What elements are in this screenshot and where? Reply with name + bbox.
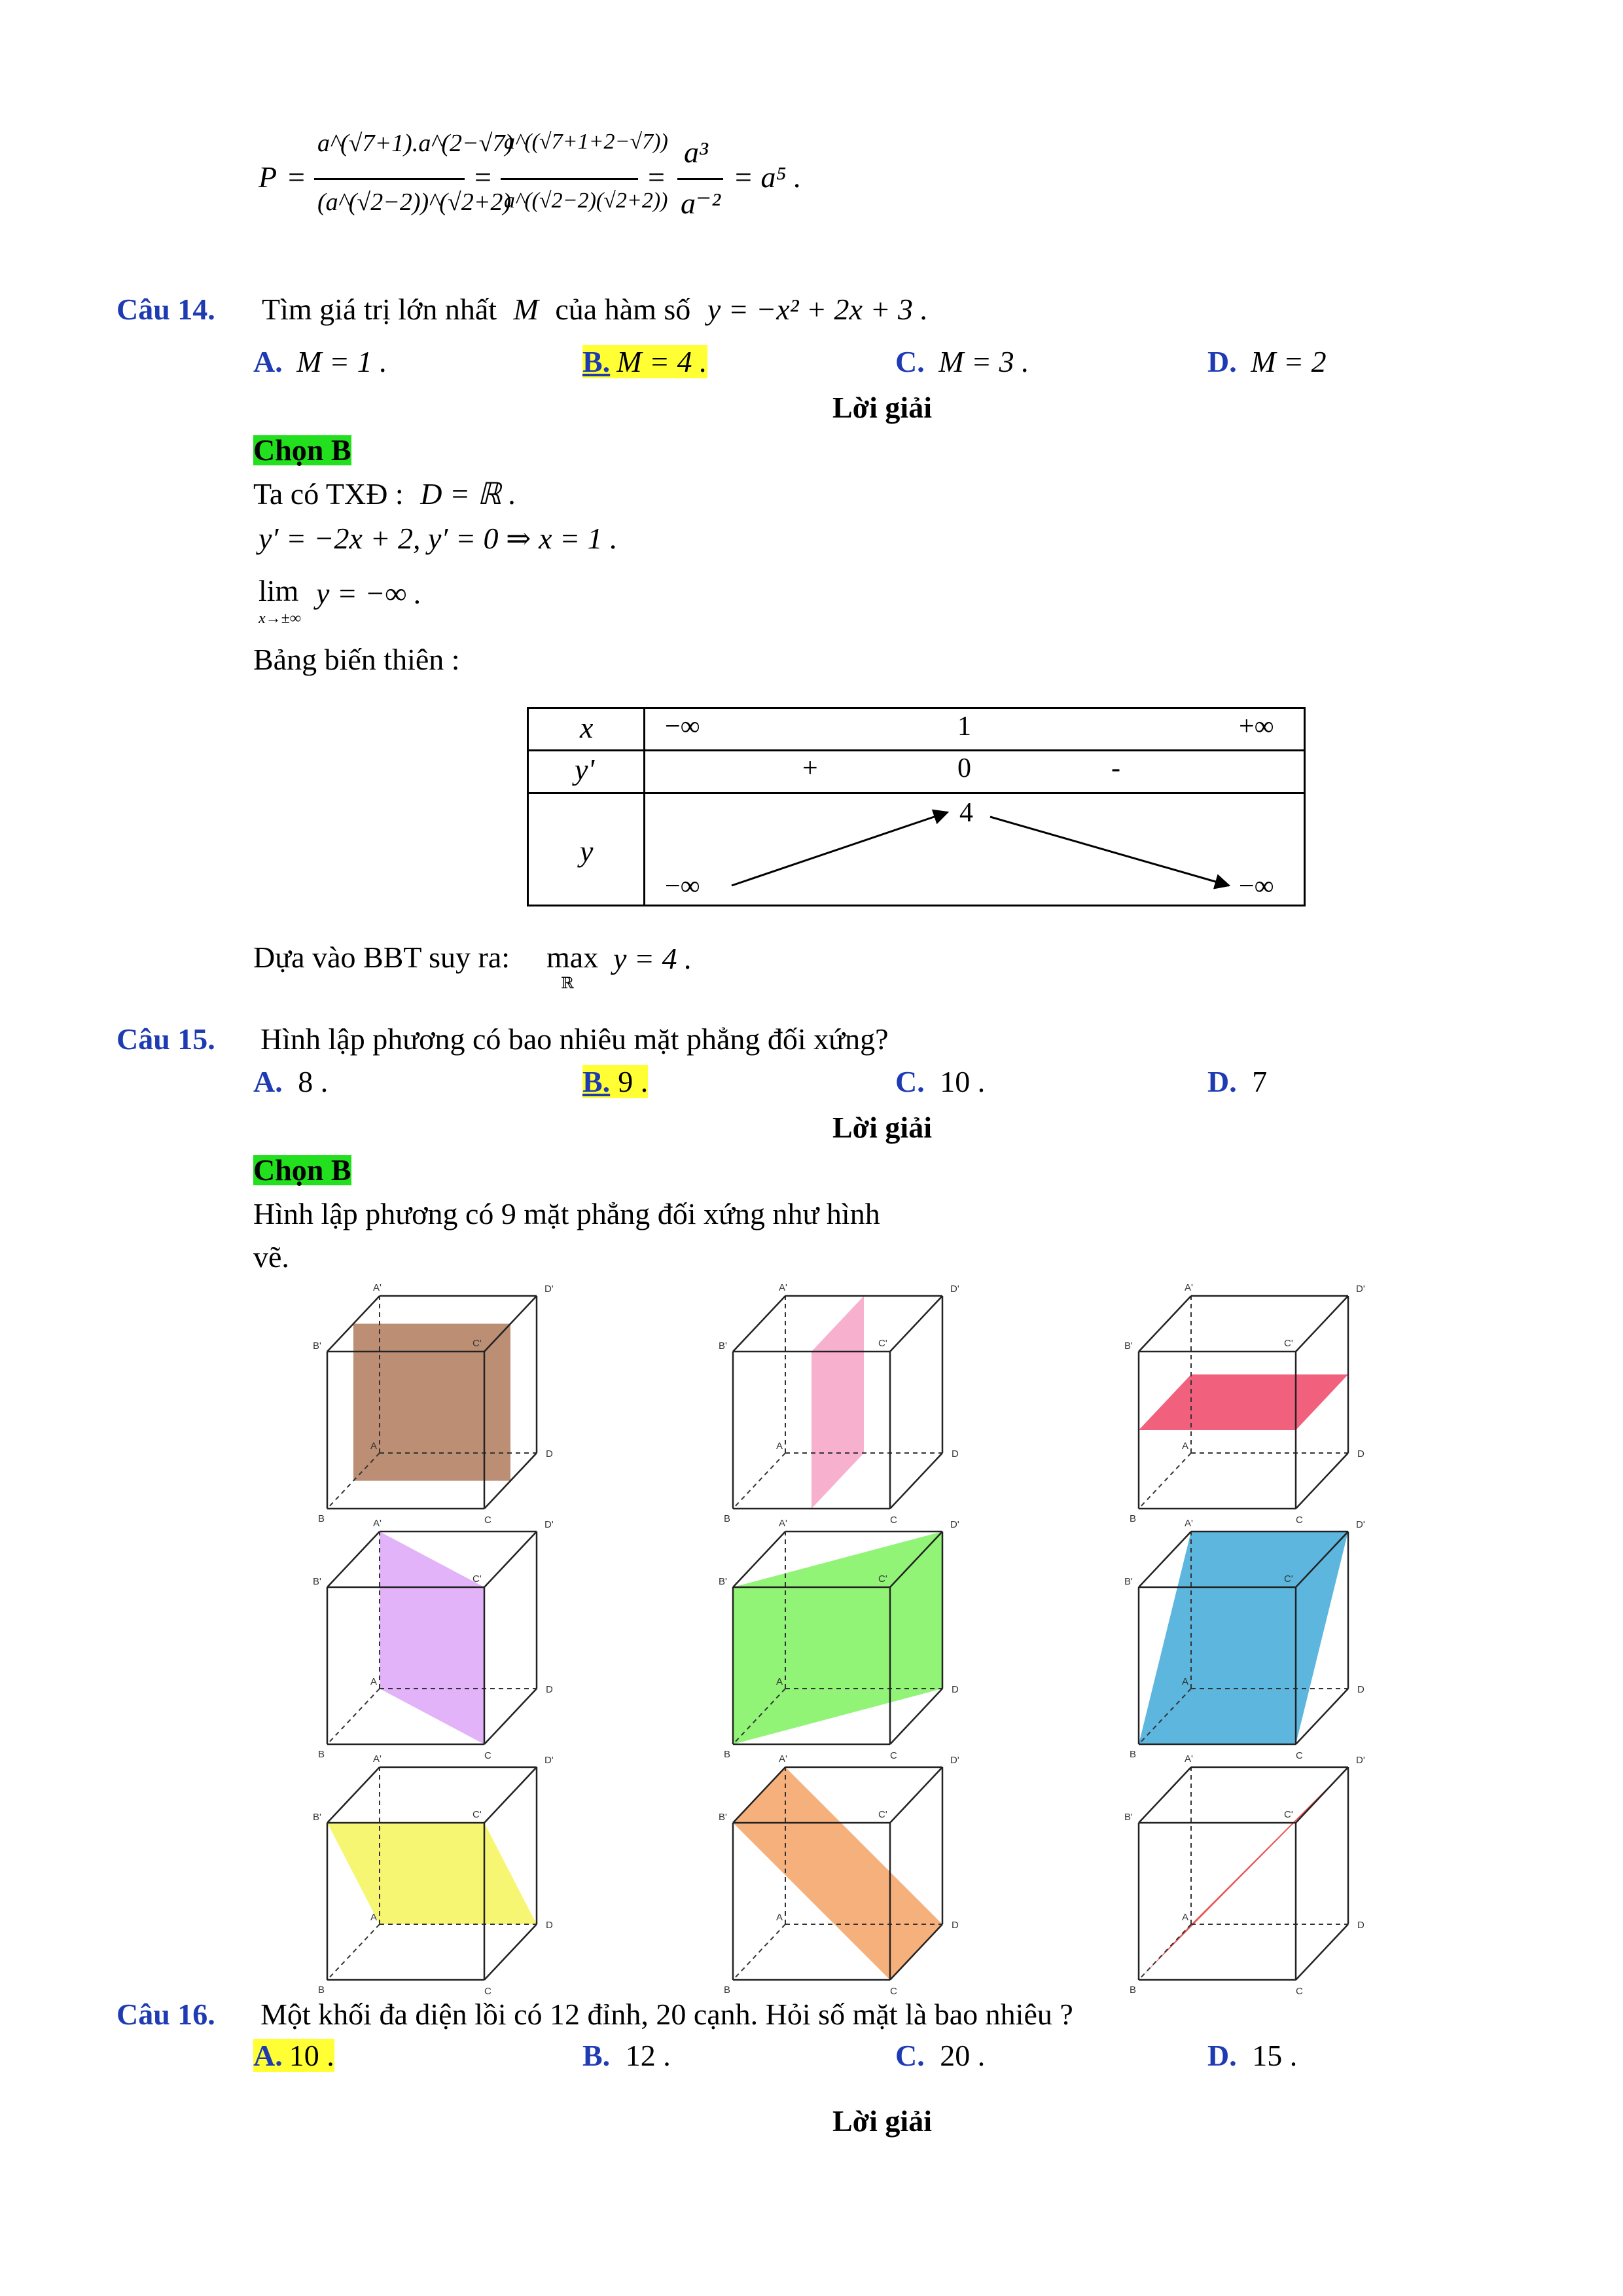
cube-edge xyxy=(1296,1453,1348,1509)
vertex-label: C' xyxy=(878,1809,887,1820)
cube-edge xyxy=(733,1296,785,1352)
symmetry-plane xyxy=(353,1324,510,1481)
symmetry-plane xyxy=(733,1767,942,1980)
cube-figure xyxy=(719,1282,959,1526)
formula-num1: a^(√7+1).a^(2−√7) xyxy=(317,130,514,157)
symmetry-plane xyxy=(812,1296,864,1509)
vertex-label: D xyxy=(952,1684,959,1695)
hidden-edge xyxy=(327,1689,380,1744)
question-label: Câu 16. xyxy=(116,1998,215,2031)
cube-figure xyxy=(313,1282,554,1526)
vertex-label: D xyxy=(1357,1920,1364,1931)
vertex-label: C' xyxy=(473,1809,482,1820)
vertex-label: B xyxy=(724,1984,731,1996)
option-key: A. xyxy=(253,1065,283,1098)
vertex-label: A xyxy=(1182,1441,1189,1452)
max-sub: ℝ xyxy=(561,975,574,992)
vertex-label: A xyxy=(370,1676,378,1687)
symmetry-plane xyxy=(380,1532,484,1744)
question-text: Một khối đa diện lồi có 12 đỉnh, 20 cạnh. Hỏi số mặt là bao nhiêu ? xyxy=(260,1998,1073,2031)
option-value: 9 . xyxy=(618,1065,649,1098)
option-d[interactable] xyxy=(1207,2041,1297,2071)
cube-figure xyxy=(313,1518,554,1761)
vertex-label: A xyxy=(370,1912,378,1923)
option-key: D. xyxy=(1207,1065,1237,1098)
variation-table xyxy=(527,707,1306,906)
vertex-label: B' xyxy=(1124,1812,1133,1823)
vertex-label: D' xyxy=(950,1283,959,1295)
vertex-label: B xyxy=(318,1749,325,1760)
fraction-bar xyxy=(314,178,465,180)
vertex-label: A' xyxy=(779,1282,787,1293)
vertex-label: C xyxy=(890,1750,897,1761)
vertex-label: B xyxy=(1130,1984,1137,1996)
option-value: 10 . xyxy=(289,2039,334,2072)
vertex-label: A xyxy=(776,1912,783,1923)
option-b[interactable] xyxy=(582,2041,671,2071)
option-key: B. xyxy=(582,2039,611,2072)
derivative-line: y′ = −2x + 2, y′ = 0 ⇒ x = 1 . xyxy=(259,522,618,555)
option-value: 20 . xyxy=(940,2039,986,2072)
vertex-label: C' xyxy=(473,1573,482,1585)
hidden-edge xyxy=(733,1453,785,1509)
formula-eq3: = xyxy=(648,160,665,194)
question-text xyxy=(262,295,928,325)
formula-den2: a^((√2−2)(√2+2)) xyxy=(504,188,668,213)
vertex-label: D' xyxy=(1356,1519,1365,1530)
vertex-label: A' xyxy=(779,1518,787,1529)
fraction-bar xyxy=(677,178,723,180)
x-mid: 1 xyxy=(957,711,971,742)
cube-edge xyxy=(327,1767,380,1823)
question-label: Câu 14. xyxy=(116,293,215,326)
limit-rest: y = −∞ . xyxy=(316,577,422,610)
cube-edge xyxy=(1296,1767,1348,1823)
vertex-label: B' xyxy=(313,1812,321,1823)
vertex-label: C xyxy=(1296,1750,1303,1761)
choice-badge: Chọn B xyxy=(253,433,351,467)
option-value: M = 4 . xyxy=(616,345,707,378)
vertex-label: B xyxy=(724,1749,731,1760)
option-key: B. xyxy=(582,1065,611,1098)
symmetry-plane xyxy=(1139,1374,1348,1430)
cube-edge xyxy=(890,1296,942,1352)
vertex-label: C' xyxy=(1284,1338,1293,1349)
vertex-label: D' xyxy=(950,1755,959,1766)
explain-line: Hình lập phương có 9 mặt phẳng đối xứng như hình xyxy=(253,1197,880,1230)
option-value: M = 3 . xyxy=(938,345,1029,378)
vertex-label: C xyxy=(1296,1515,1303,1526)
formula-eq1: = xyxy=(288,160,305,194)
cube-edge xyxy=(484,1532,537,1587)
option-value: 7 xyxy=(1252,1065,1268,1098)
formula-eq2: = xyxy=(474,160,491,194)
option-value: 12 . xyxy=(625,2039,671,2072)
symmetry-plane xyxy=(1140,1767,1348,1979)
vertex-label: D xyxy=(952,1448,959,1460)
yp-zero: 0 xyxy=(957,753,971,783)
option-key: A. xyxy=(253,2039,283,2072)
vertex-label: A xyxy=(370,1441,378,1452)
vertex-label: B' xyxy=(1124,1576,1133,1587)
vertex-label: D xyxy=(546,1684,553,1695)
cube-figure xyxy=(1124,1282,1365,1526)
symmetry-plane xyxy=(327,1823,537,1924)
cube-edge xyxy=(1139,1296,1191,1352)
vertex-label: A' xyxy=(1185,1753,1193,1765)
option-key: D. xyxy=(1207,345,1237,378)
y-left: −∞ xyxy=(665,871,700,901)
fraction-bar xyxy=(501,178,638,180)
formula-num2: a^((√7+1+2−√7)) xyxy=(504,130,668,154)
option-a[interactable] xyxy=(253,1067,328,1097)
explain-line: vẽ. xyxy=(253,1240,289,1274)
row-label-y: y xyxy=(580,834,594,868)
vertex-label: C' xyxy=(1284,1809,1293,1820)
x-left: −∞ xyxy=(665,711,700,742)
option-value: 8 . xyxy=(298,1065,329,1098)
option-key: C. xyxy=(895,2039,925,2072)
option-c[interactable] xyxy=(895,1067,985,1097)
vertex-label: D xyxy=(546,1920,553,1931)
conclusion-text: Dựa vào BBT suy ra: xyxy=(253,941,510,974)
vertex-label: B' xyxy=(313,1576,321,1587)
vertex-label: A' xyxy=(373,1518,382,1529)
hidden-edge xyxy=(1139,1453,1191,1509)
vertex-label: B' xyxy=(313,1340,321,1352)
option-key: C. xyxy=(895,1065,925,1098)
vertex-label: A' xyxy=(373,1753,382,1765)
y-right: −∞ xyxy=(1239,871,1274,901)
vertex-label: C xyxy=(484,1750,491,1761)
vertex-label: D xyxy=(952,1920,959,1931)
hidden-edge xyxy=(327,1924,380,1980)
vertex-label: D' xyxy=(544,1755,554,1766)
max-rest: y = 4 . xyxy=(613,942,692,975)
cube-edge xyxy=(484,1689,537,1744)
choice-badge: Chọn B xyxy=(253,1153,351,1187)
vertex-label: B xyxy=(318,1984,325,1996)
cube-edge xyxy=(1139,1767,1191,1823)
cube-figure xyxy=(1124,1753,1365,1997)
vertex-label: C' xyxy=(1284,1573,1293,1585)
cube-figure xyxy=(313,1753,554,1997)
option-b[interactable] xyxy=(582,347,707,377)
option-key: D. xyxy=(1207,2039,1237,2072)
option-d[interactable] xyxy=(1207,1067,1267,1097)
vertex-label: B xyxy=(724,1513,731,1524)
vertex-label: C xyxy=(890,1986,897,1997)
symmetry-plane xyxy=(733,1532,942,1744)
question-text: Hình lập phương có bao nhiêu mặt phẳng đối xứng? xyxy=(260,1022,889,1056)
solution-title: Lời giải xyxy=(832,391,932,424)
option-d[interactable] xyxy=(1207,347,1327,377)
x-right: +∞ xyxy=(1239,711,1274,742)
option-value: M = 1 . xyxy=(296,345,387,378)
vertex-label: D' xyxy=(544,1519,554,1530)
vertex-label: A' xyxy=(1185,1518,1193,1529)
max-word: max xyxy=(546,941,599,974)
vertex-label: C xyxy=(890,1515,897,1526)
question-text-part: Tìm giá trị lớn nhất xyxy=(262,293,497,326)
row-label-x: x xyxy=(580,711,594,744)
solution-math: D = ℝ . xyxy=(420,477,516,511)
vertex-label: C xyxy=(484,1515,491,1526)
option-b[interactable] xyxy=(582,1067,648,1097)
solution-title: Lời giải xyxy=(832,1111,932,1144)
solution-title: Lời giải xyxy=(832,2104,932,2138)
hidden-edge xyxy=(733,1924,785,1980)
limit-sub: x→±∞ xyxy=(259,610,301,627)
y-top: 4 xyxy=(959,798,973,828)
yp-plus: + xyxy=(802,753,818,783)
option-value: 15 . xyxy=(1252,2039,1298,2072)
option-key: C. xyxy=(895,345,925,378)
solution-line xyxy=(253,479,516,509)
option-value: 10 . xyxy=(940,1065,986,1098)
cube-edge xyxy=(484,1767,537,1823)
vertex-label: D' xyxy=(950,1519,959,1530)
option-c[interactable] xyxy=(895,2041,985,2071)
formula-num3: a³ xyxy=(684,135,708,169)
option-a[interactable] xyxy=(253,347,387,377)
vertex-label: B xyxy=(1130,1513,1137,1524)
vertex-label: A' xyxy=(373,1282,382,1293)
vertex-label: B xyxy=(1130,1749,1137,1760)
vertex-label: D' xyxy=(1356,1755,1365,1766)
vertex-label: D xyxy=(1357,1448,1364,1460)
vertex-label: A xyxy=(776,1441,783,1452)
vertex-label: C xyxy=(484,1986,491,1997)
vertex-label: A' xyxy=(1185,1282,1193,1293)
limit-word: lim xyxy=(259,574,299,607)
vertex-label: D xyxy=(546,1448,553,1460)
vertex-label: A xyxy=(1182,1912,1189,1923)
option-value: M = 2 xyxy=(1251,345,1327,378)
vertex-label: B' xyxy=(719,1340,727,1352)
variation-arrows xyxy=(529,709,1304,905)
cube-edge xyxy=(890,1767,942,1823)
cube-edge xyxy=(327,1532,380,1587)
cube-figure xyxy=(719,1753,959,1997)
row-label-yp: y' xyxy=(575,753,595,786)
solution-text: Ta có TXĐ : xyxy=(253,477,404,511)
yp-minus: - xyxy=(1111,753,1120,783)
vertex-label: B xyxy=(318,1513,325,1524)
cube-edge xyxy=(1296,1296,1348,1352)
cube-edge xyxy=(890,1453,942,1509)
vertex-label: B' xyxy=(719,1812,727,1823)
vertex-label: D' xyxy=(1356,1283,1365,1295)
hidden-edge xyxy=(1139,1924,1191,1980)
formula-result: = a⁵ . xyxy=(733,160,802,194)
formula-p xyxy=(252,111,841,262)
question-func: y = −x² + 2x + 3 . xyxy=(707,293,929,326)
conclusion-line xyxy=(253,942,842,995)
vertex-label: B' xyxy=(719,1576,727,1587)
vertex-label: C' xyxy=(878,1338,887,1349)
vertex-label: A xyxy=(776,1676,783,1687)
vertex-label: D' xyxy=(544,1283,554,1295)
cube-figure xyxy=(1124,1518,1365,1761)
vertex-label: A' xyxy=(779,1753,787,1765)
question-text-part: của hàm số xyxy=(555,293,691,326)
vertex-label: C xyxy=(1296,1986,1303,1997)
question-var: M xyxy=(513,293,539,326)
bbt-label: Bảng biến thiên : xyxy=(253,643,460,676)
cube-edge xyxy=(1296,1924,1348,1980)
option-key: B. xyxy=(582,345,611,378)
formula-den1: (a^(√2−2))^(√2+2) xyxy=(317,188,511,216)
cube-figures xyxy=(301,1280,1492,1997)
option-key: A. xyxy=(253,345,283,378)
formula-lhs: P xyxy=(259,160,277,194)
question-label: Câu 15. xyxy=(116,1022,215,1056)
symmetry-plane xyxy=(1139,1532,1348,1744)
cubes-svg xyxy=(301,1280,1492,1997)
option-a[interactable] xyxy=(253,2041,334,2071)
cube-figure xyxy=(719,1518,959,1761)
cube-edge xyxy=(484,1924,537,1980)
option-c[interactable] xyxy=(895,347,1029,377)
vertex-label: C' xyxy=(878,1573,887,1585)
formula-den3: a⁻² xyxy=(681,187,721,220)
vertex-label: B' xyxy=(1124,1340,1133,1352)
vertex-label: A xyxy=(1182,1676,1189,1687)
limit-line xyxy=(259,576,520,635)
vertex-label: C' xyxy=(473,1338,482,1349)
vertex-label: D xyxy=(1357,1684,1364,1695)
